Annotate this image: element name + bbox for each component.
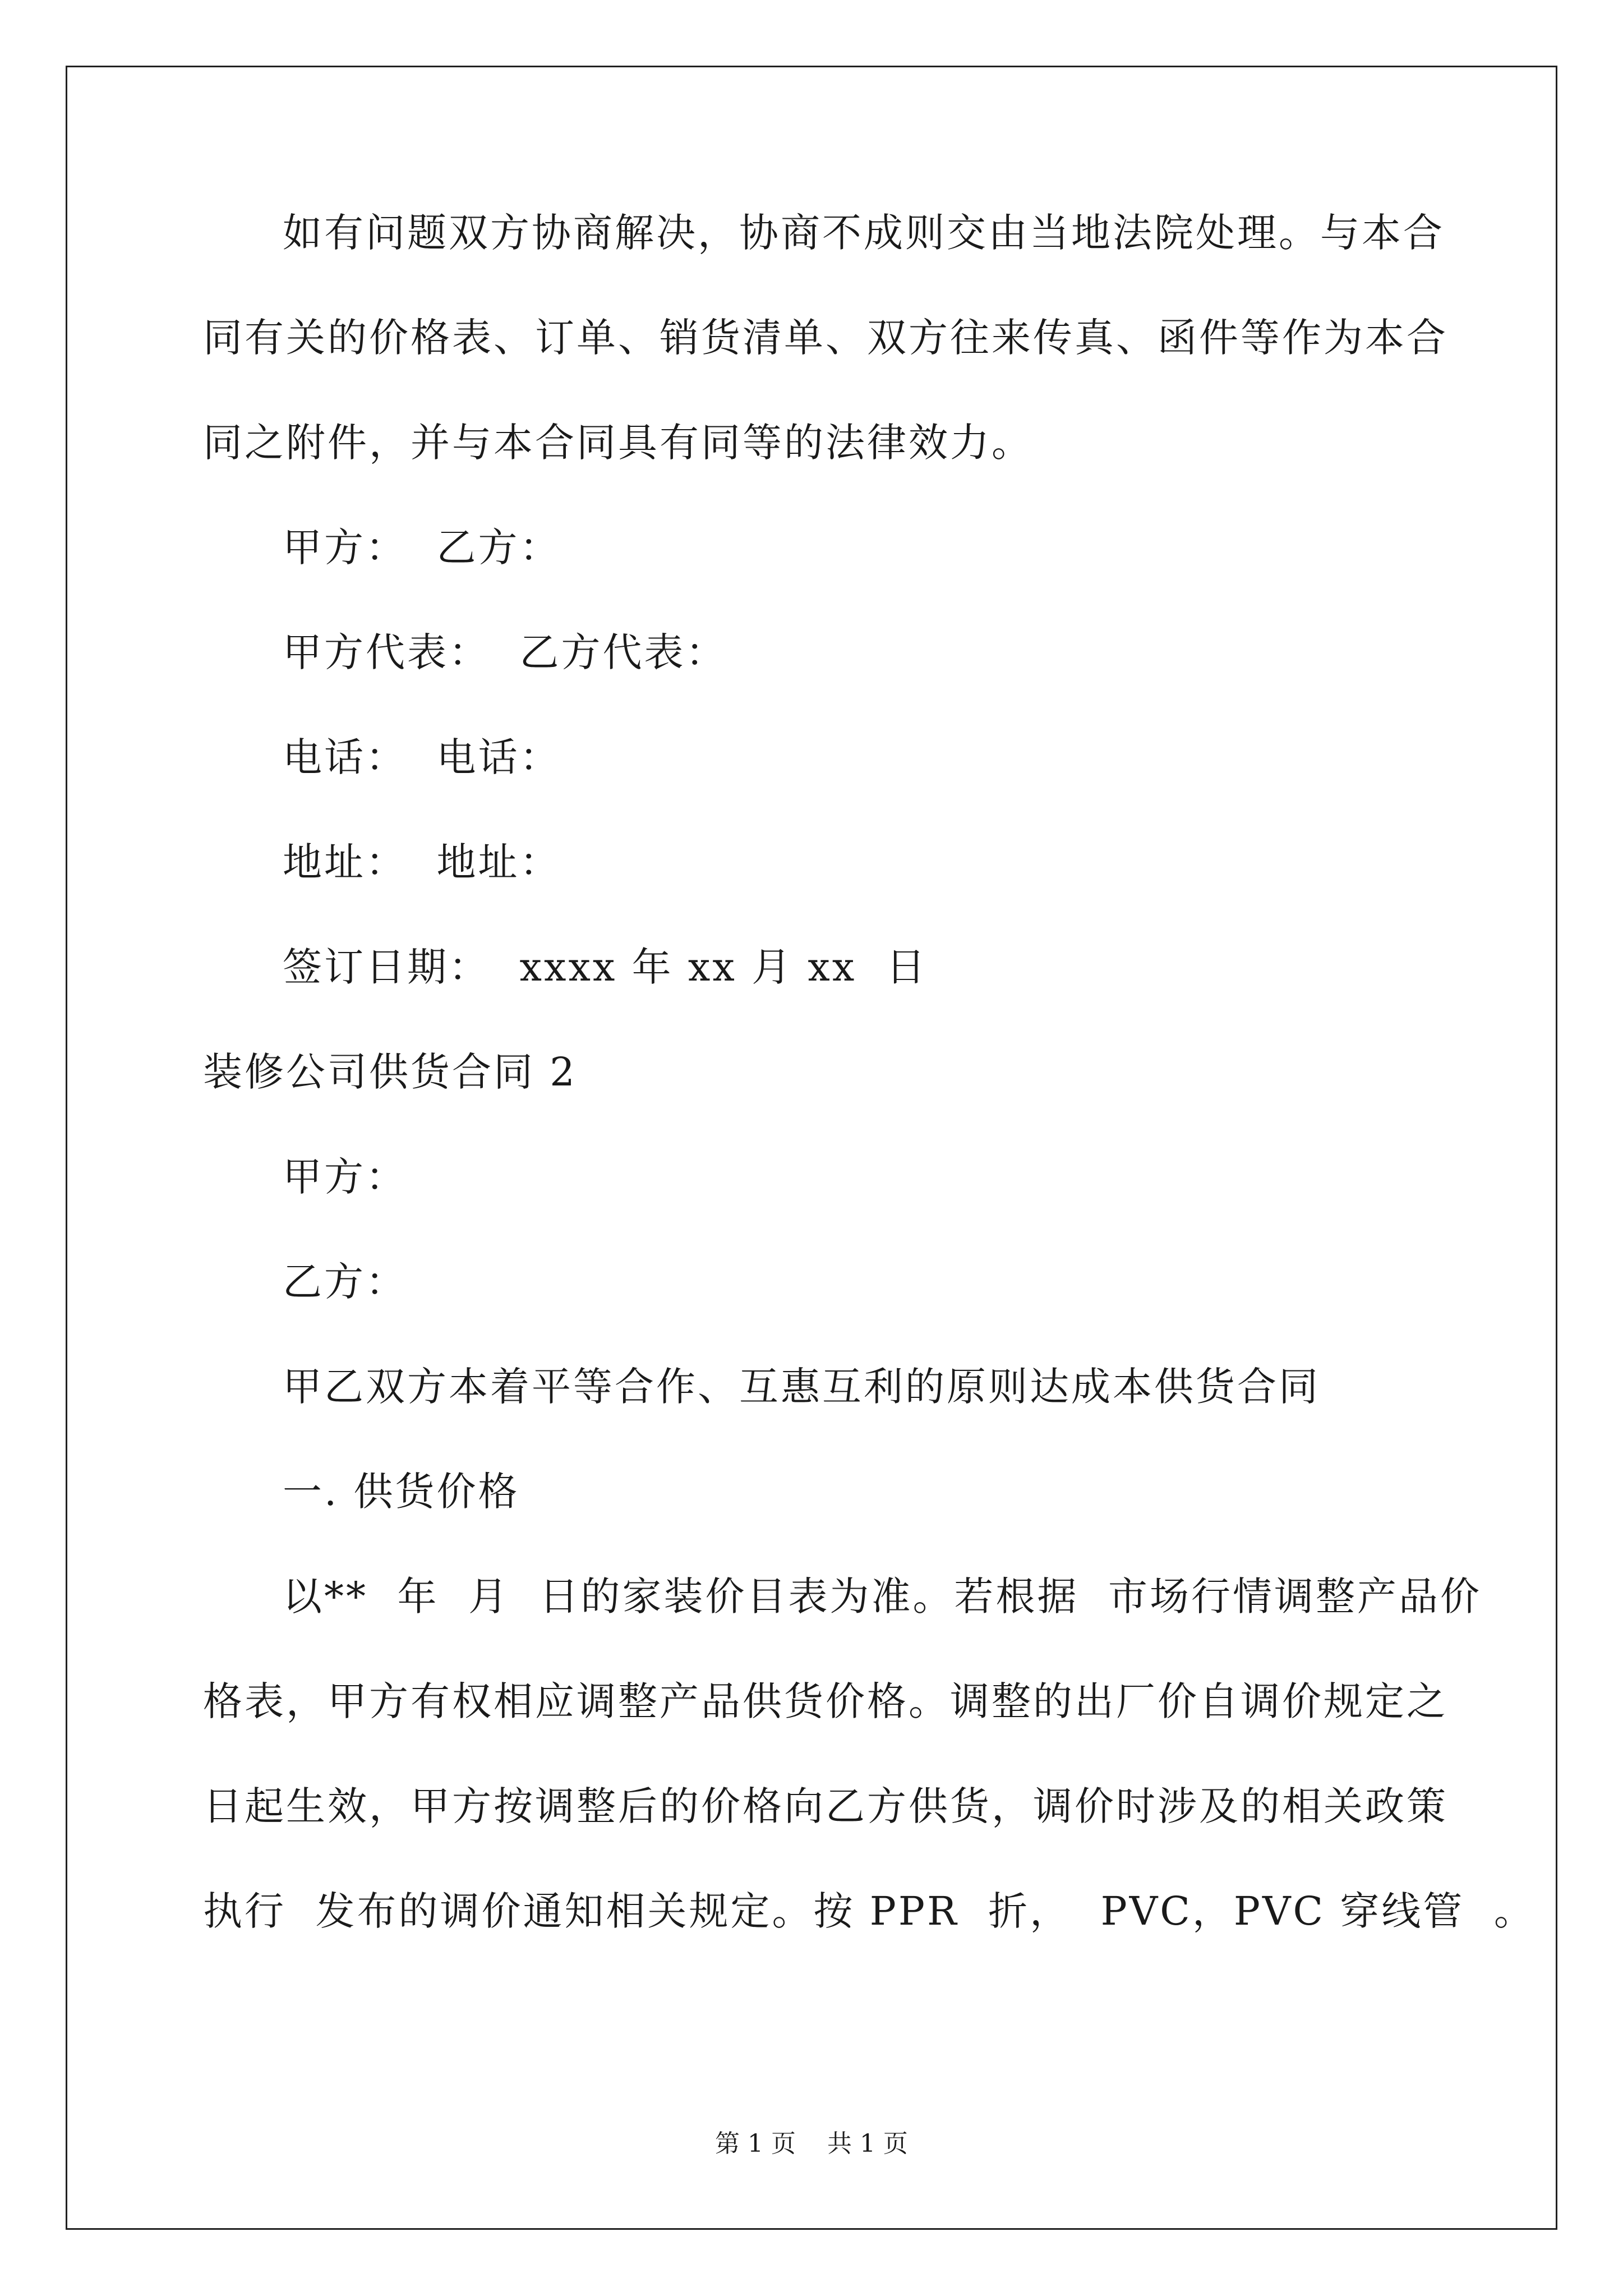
paragraph-line: 执行 发布的调价通知相关规定。按 PPR 折， PVC，PVC 穿线管 。 (203, 1888, 1536, 1934)
party-labels: 甲方： 乙方： (283, 524, 561, 570)
page-number-footer: 第 1 页 共 1 页 (715, 2129, 908, 2158)
paragraph-line: 格表，甲方有权相应调整产品供货价格。调整的出厂价自调价规定之 (203, 1678, 1448, 1724)
section-title: 装修公司供货合同 2 (203, 1049, 577, 1095)
paragraph-line: 同有关的价格表、订单、销货清单、双方往来传真、函件等作为本合 (203, 315, 1448, 361)
paragraph-line: 以** 年 月 日的家装价目表为准。若根据 市场行情调整产品价 (283, 1573, 1482, 1619)
paragraph-line: 日起生效，甲方按调整后的价格向乙方供货，调价时涉及的相关政策 (203, 1783, 1448, 1829)
address-labels: 地址： 地址： (283, 839, 561, 885)
paragraph-line: 甲乙双方本着平等合作、互惠互利的原则达成本供货合同 (283, 1364, 1320, 1410)
phone-labels: 电话： 电话： (283, 734, 561, 780)
signing-date: 签订日期： xxxx 年 xx 月 xx 日 (283, 944, 928, 990)
paragraph-line: 同之附件，并与本合同具有同等的法律效力。 (203, 420, 1033, 466)
party-a-label: 甲方： (283, 1154, 407, 1200)
clause-heading: 一. 供货价格 (283, 1469, 520, 1515)
representative-labels: 甲方代表： 乙方代表： (283, 629, 727, 675)
paragraph-line: 如有问题双方协商解决，协商不成则交由当地法院处理。与本合 (283, 210, 1445, 256)
party-b-label: 乙方： (283, 1259, 407, 1305)
document-body (203, 210, 1536, 1996)
